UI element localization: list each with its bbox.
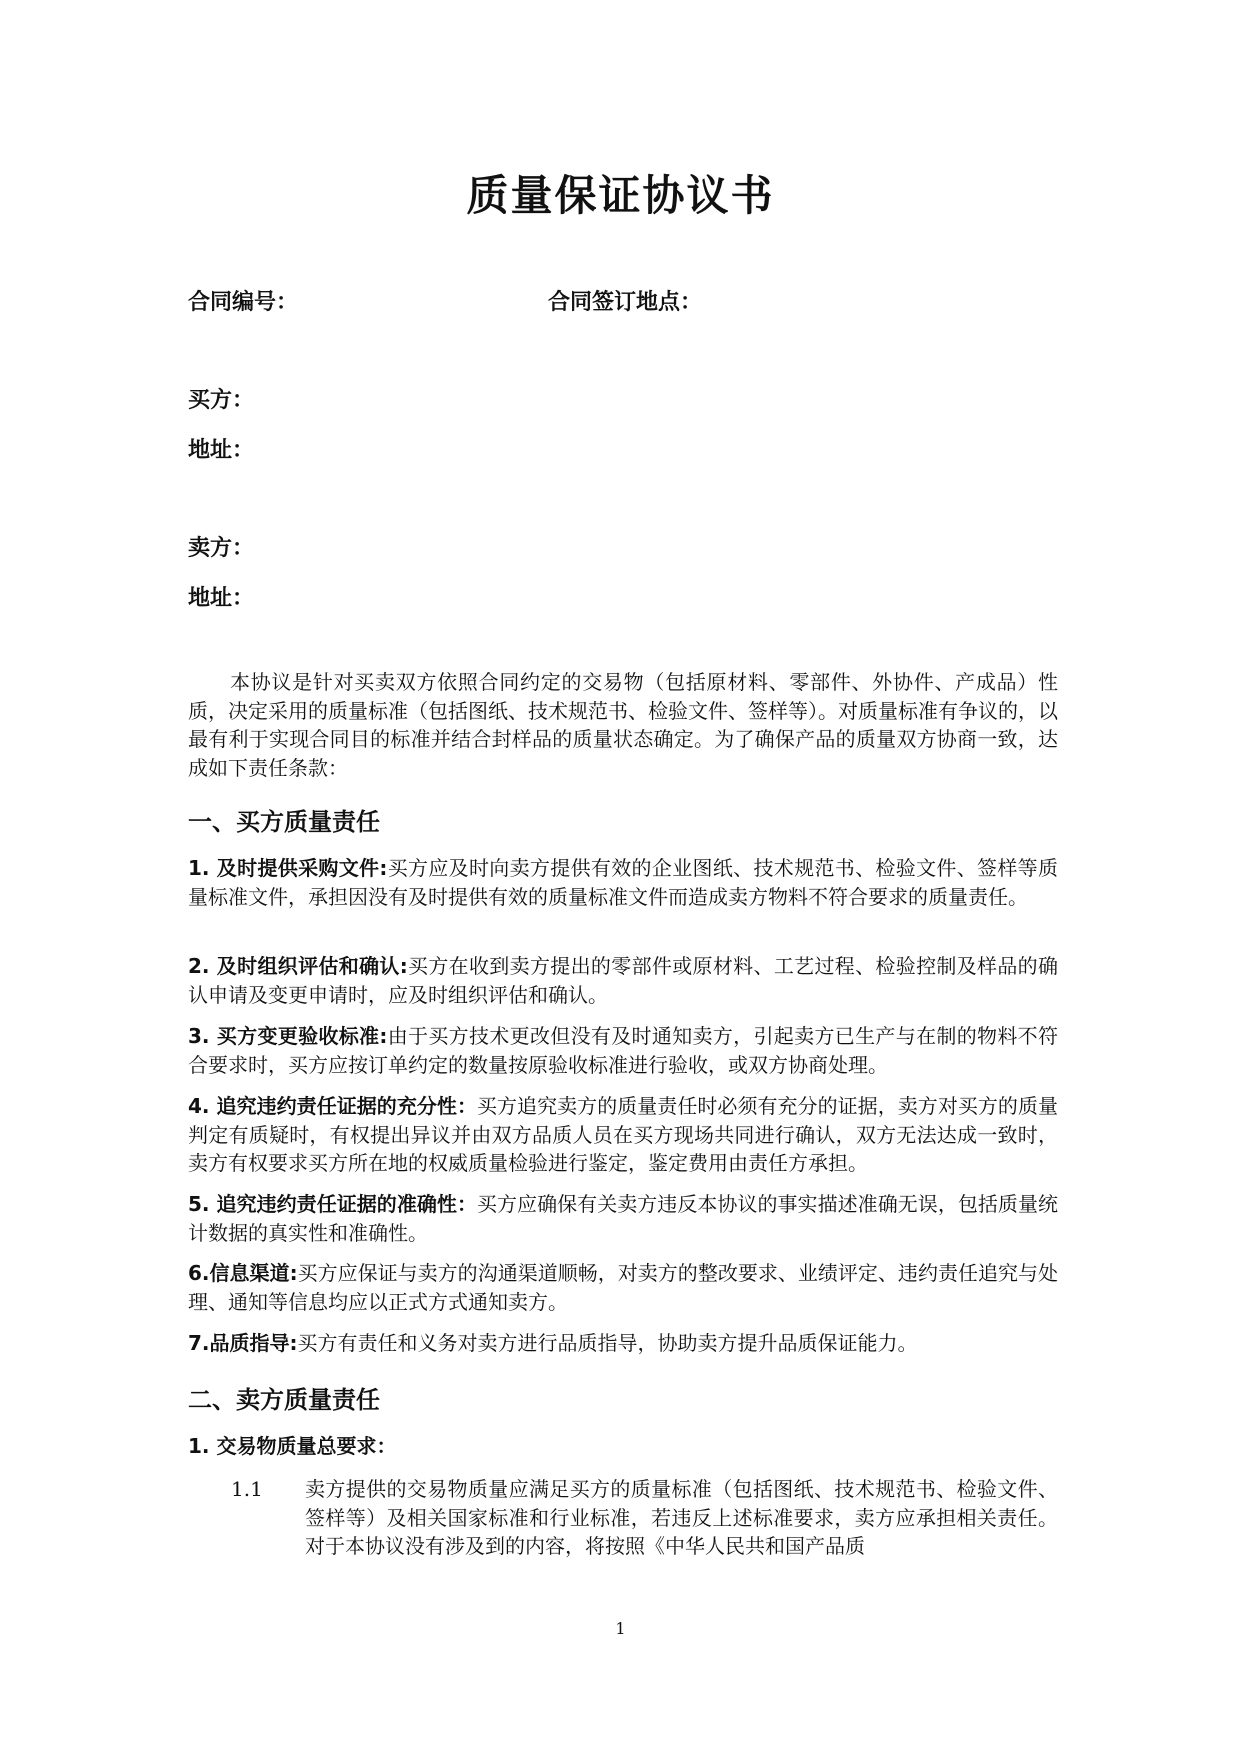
clause-seller-1 (188, 1432, 1058, 1461)
seller-label: 卖方： (188, 536, 255, 561)
clause-buyer-5 (188, 1190, 1058, 1247)
clause-text: 由于买方技术更改但没有及时通知卖方，引起卖方已生产与在制的物料不符合要求时，买方应按订单约定的数量按原验收标准进行验收，或双方协商处理。 (188, 1024, 1058, 1077)
clause-buyer-2 (188, 952, 1058, 1009)
contract-sign-place-label: 合同签订地点： (548, 290, 703, 315)
page-number: 1 (615, 1619, 626, 1638)
buyer-address-label: 地址： (188, 438, 255, 463)
intro-paragraph: 本协议是针对买卖双方依照合同约定的交易物（包括原材料、零部件、外协件、产成品）性质，决定采用的质量标准（包括图纸、技术规范书、检验文件、签样等）。对质量标准有争议的，以最有利于实现合同目的标准并结合封样品的质量状态确定。为了确保产品的质量双方协商一致，达成如下责任条款： (188, 670, 1058, 780)
clause-text: 买方在收到卖方提出的零部件或原材料、工艺过程、检验控制及样品的确认申请及变更申请时，应及时组织评估和确认。 (188, 954, 1059, 1007)
clause-buyer-6 (188, 1259, 1058, 1316)
clause-text: 买方应保证与卖方的沟通渠道顺畅，对卖方的整改要求、业绩评定、违约责任追究与处理、通知等信息均应以正式方式通知卖方。 (188, 1261, 1059, 1314)
clause-term: 1. 及时提供采购文件: (188, 856, 388, 880)
clause-buyer-7 (188, 1329, 1058, 1358)
subclause-text: 卖方提供的交易物质量应满足买方的质量标准（包括图纸、技术规范书、检验文件、签样等）及相关国家标准和行业标准，若违反上述标准要求，卖方应承担相关责任。对于本协议没有涉及到的内容，将按照《中华人民共和国产品质 (305, 1477, 1058, 1558)
section-heading-buyer: 一、买方质量责任 (188, 808, 380, 836)
clause-term: 5. 追究违约责任证据的准确性： (188, 1192, 477, 1216)
clause-text: 买方应及时向卖方提供有效的企业图纸、技术规范书、检验文件、签样等质量标准文件，承担因没有及时提供有效的质量标准文件而造成卖方物料不符合要求的质量责任。 (188, 856, 1058, 909)
clause-term: 4. 追究违约责任证据的充分性： (188, 1094, 477, 1118)
subclause-number: 1.1 (231, 1477, 263, 1501)
seller-address-label: 地址： (188, 586, 255, 611)
clause-term: 3. 买方变更验收标准: (188, 1024, 388, 1048)
clause-term: 6.信息渠道: (188, 1261, 298, 1285)
clause-term: 1. 交易物质量总要求： (188, 1434, 397, 1458)
clause-term: 7.品质指导: (188, 1331, 298, 1355)
section-heading-seller: 二、卖方质量责任 (188, 1386, 380, 1414)
clause-buyer-4 (188, 1092, 1058, 1178)
contract-number-label: 合同编号： (188, 290, 299, 315)
clause-buyer-3 (188, 1022, 1058, 1079)
buyer-label: 买方： (188, 388, 255, 413)
clause-text: 买方应确保有关卖方违反本协议的事实描述准确无误，包括质量统计数据的真实性和准确性。 (188, 1192, 1058, 1245)
clause-term: 2. 及时组织评估和确认: (188, 954, 408, 978)
document-title: 质量保证协议书 (466, 171, 775, 220)
clause-text: 买方有责任和义务对卖方进行品质指导，协助卖方提升品质保证能力。 (297, 1331, 918, 1355)
clause-text: 买方追究卖方的质量责任时必须有充分的证据，卖方对买方的质量判定有质疑时，有权提出异议并由双方品质人员在买方现场共同进行确认，双方无法达成一致时，卖方有权要求买方所在地的权威质量检验进行鉴定，鉴定费用由责任方承担。 (188, 1094, 1058, 1175)
clause-buyer-1 (188, 854, 1058, 911)
